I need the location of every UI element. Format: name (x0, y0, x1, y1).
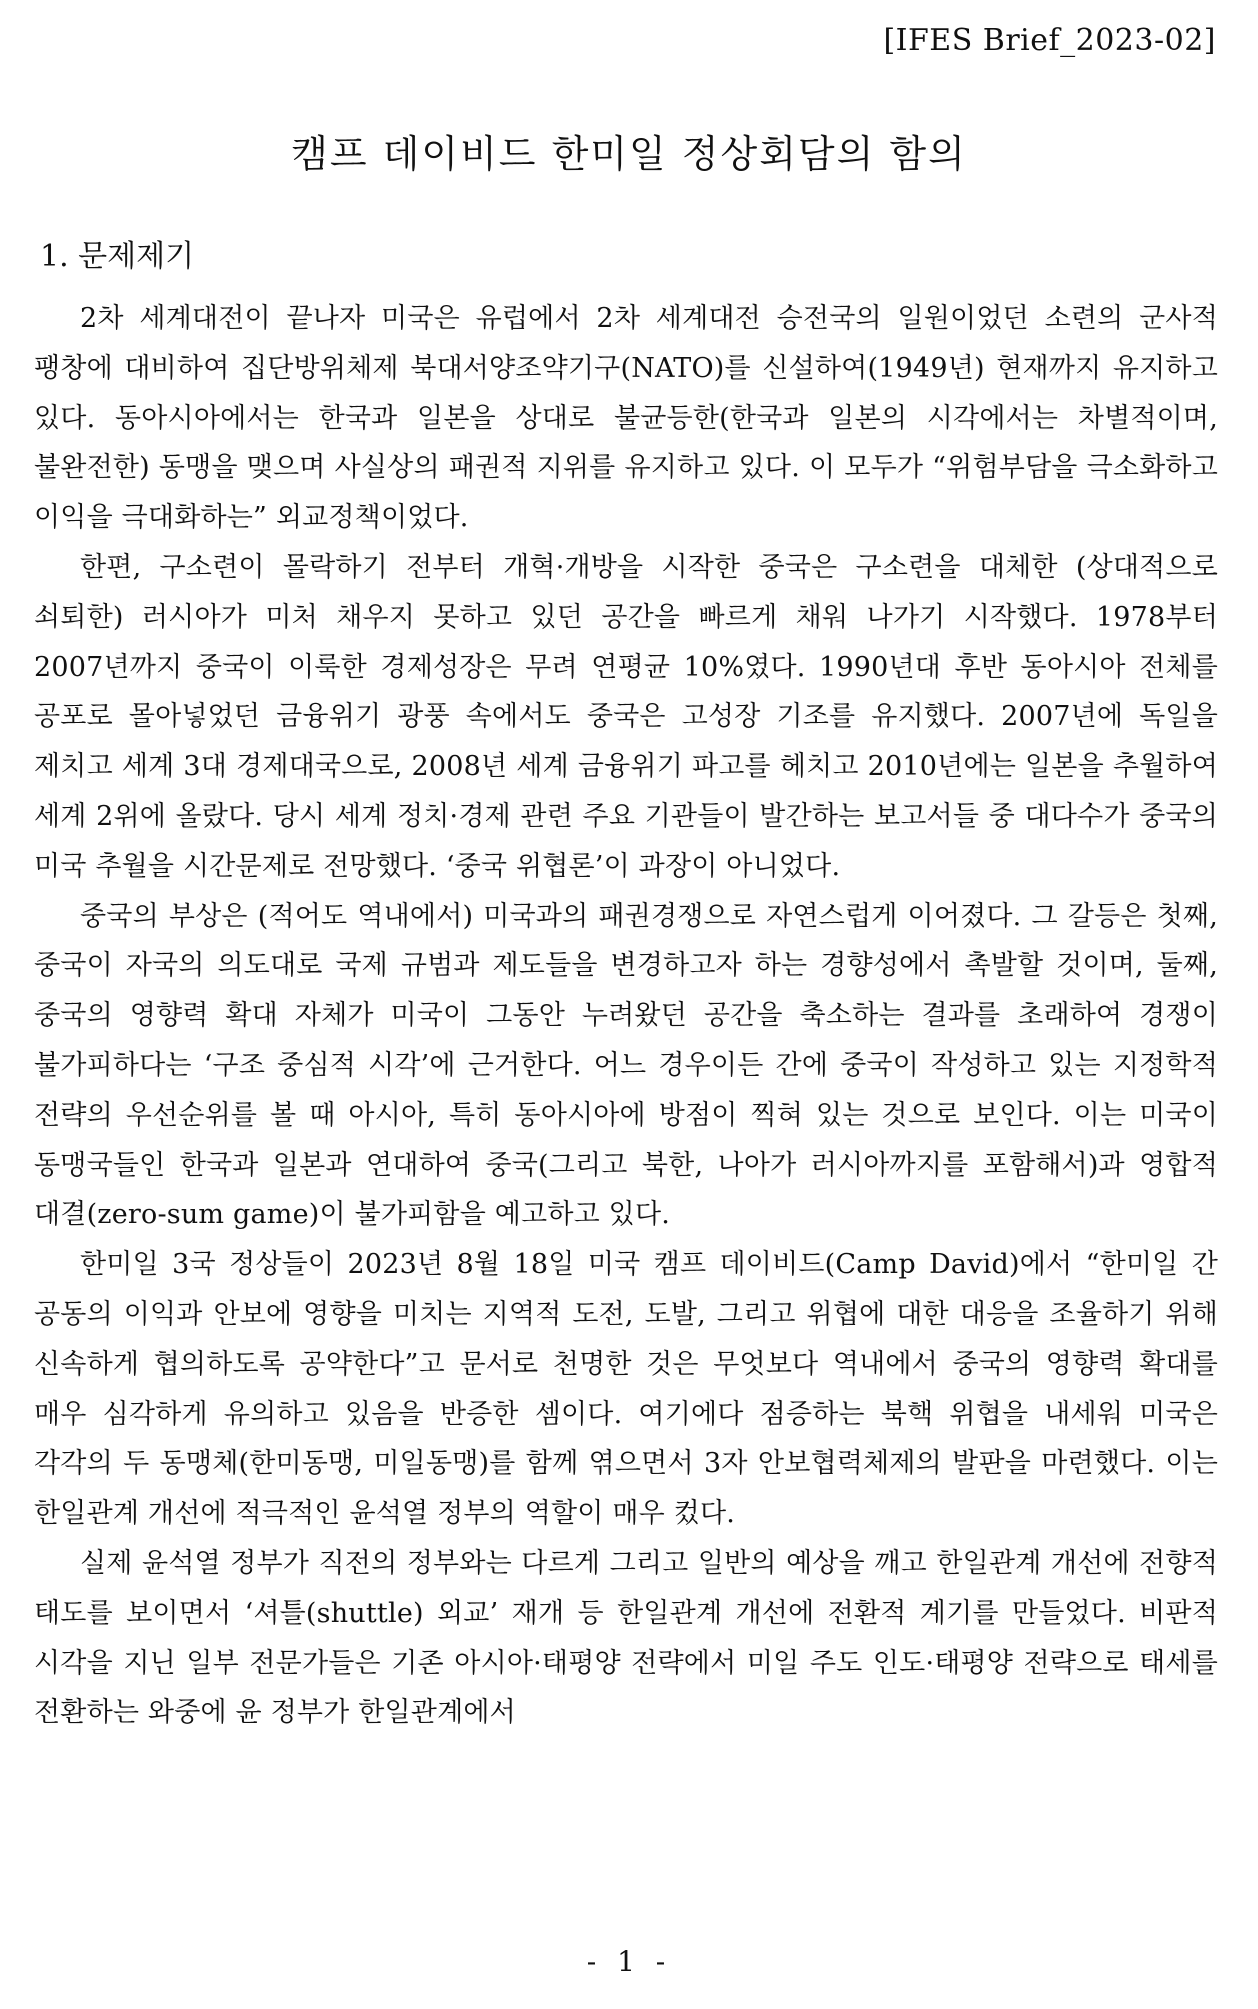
paragraph: 중국의 부상은 (적어도 역내에서) 미국과의 패권경쟁으로 자연스럽게 이어졌다. 그 갈등은 첫째, 중국이 자국의 의도대로 국제 규범과 제도들을 변경하고자 하는 경향성에서 촉발할 것이며, 둘째, 중국의 영향력 확대 자체가 미국이 그동안 누려왔던 공간을 축소하는 결과를 초래하여 경쟁이 불가피하다는 ‘구조 중심적 시각’에 근거한다. 어느 경우이든 간에 중국이 작성하고 있는 지정학적 전략의 우선순위를 볼 때 아시아, 특히 동아시아에 방점이 찍혀 있는 것으로 보인다. 이는 미국이 동맹국들인 한국과 일본과 연대하여 중국(그리고 북한, 나아가 러시아까지를 포함해서)과 영합적 대결(zero-sum game)이 불가피함을 예고하고 있다. (34, 900, 1218, 1231)
document-id: [IFES Brief_2023-02] (883, 23, 1216, 58)
section-heading: 1. 문제제기 (40, 239, 195, 274)
paragraph: 실제 윤석열 정부가 직전의 정부와는 다르게 그리고 일반의 예상을 깨고 한일관계 개선에 전향적 태도를 보이면서 ‘셔틀(shuttle) 외교’ 재개 등 한일관계 개선에 전환적 계기를 만들었다. 비판적 시각을 지닌 일부 전문가들은 기존 아시아·태평양 전략에서 미일 주도 인도·태평양 전략으로 태세를 전환하는 와중에 윤 정부가 한일관계에서 (34, 1547, 1218, 1729)
paragraph: 한편, 구소련이 몰락하기 전부터 개혁·개방을 시작한 중국은 구소련을 대체한 (상대적으로 쇠퇴한) 러시아가 미처 채우지 못하고 있던 공간을 빠르게 채워 나가기 시작했다. 1978부터 2007년까지 중국이 이룩한 경제성장은 무려 연평균 10%였다. 1990년대 후반 동아시아 전체를 공포로 몰아넣었던 금융위기 광풍 속에서도 중국은 고성장 기조를 유지했다. 2007년에 독일을 제치고 세계 3대 경제대국으로, 2008년 세계 금융위기 파고를 헤치고 2010년에는 일본을 추월하여 세계 2위에 올랐다. 당시 세계 정치·경제 관련 주요 기관들이 발간하는 보고서들 중 대다수가 중국의 미국 추월을 시간문제로 전망했다. ‘중국 위협론’이 과장이 아니었다. (34, 551, 1218, 882)
body-text (34, 294, 1218, 1738)
page-number: - 1 - (586, 1945, 672, 1978)
paragraph: 한미일 3국 정상들이 2023년 8월 18일 미국 캠프 데이비드(Camp David)에서 “한미일 간 공동의 이익과 안보에 영향을 미치는 지역적 도전, 도발, 그리고 위협에 대한 대응을 조율하기 위해 신속하게 협의하도록 공약한다”고 문서로 천명한 것은 무엇보다 역내에서 중국의 영향력 확대를 매우 심각하게 유의하고 있음을 반증한 셈이다. 여기에다 점증하는 북핵 위협을 내세워 미국은 각각의 두 동맹체(한미동맹, 미일동맹)를 함께 엮으면서 3자 안보협력체제의 발판을 마련했다. 이는 한일관계 개선에 적극적인 윤석열 정부의 역할이 매우 컸다. (34, 1249, 1218, 1530)
paragraph: 2차 세계대전이 끝나자 미국은 유럽에서 2차 세계대전 승전국의 일원이었던 소련의 군사적 팽창에 대비하여 집단방위체제 북대서양조약기구(NATO)를 신설하여(1949년) 현재까지 유지하고 있다. 동아시아에서는 한국과 일본을 상대로 불균등한(한국과 일본의 시각에서는 차별적이며, 불완전한) 동맹을 맺으며 사실상의 패권적 지위를 유지하고 있다. 이 모두가 “위험부담을 극소화하고 이익을 극대화하는” 외교정책이었다. (34, 303, 1218, 534)
page-title: 캠프 데이비드 한미일 정상회담의 함의 (291, 132, 967, 176)
